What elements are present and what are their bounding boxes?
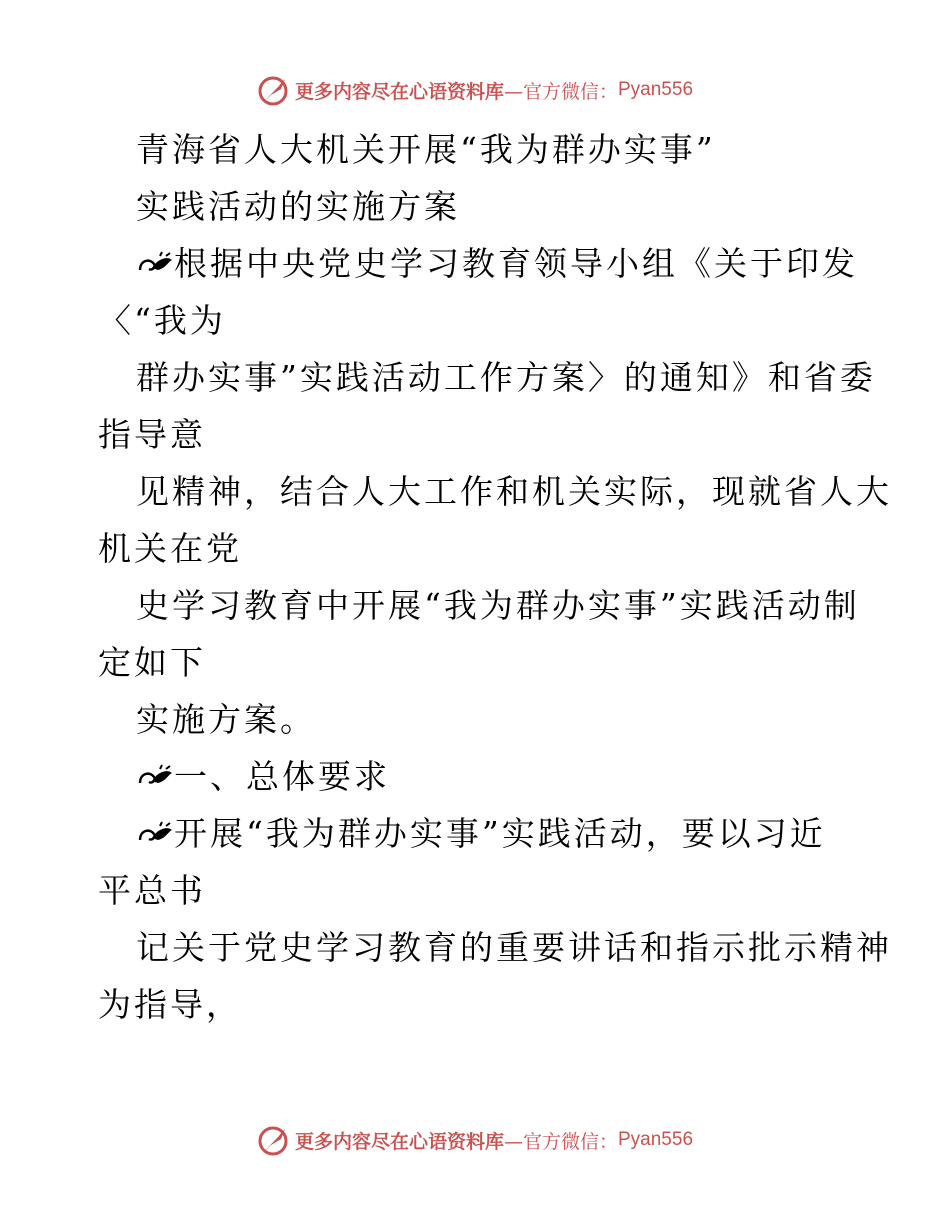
watermark-wechat-id: Pyan556	[618, 79, 694, 100]
doc-line-3	[136, 244, 858, 284]
doc-line-4: 〈“我为	[98, 301, 226, 340]
doc-line-16: 为指导，	[98, 985, 242, 1024]
doc-line-7: 见精神，结合人大工作和机关实际，现就省人大	[136, 472, 892, 511]
doc-line-13	[136, 814, 826, 854]
watermark-wechat-id: Pyan556	[618, 1129, 694, 1150]
doc-line-15: 记关于党史学习教育的重要讲话和指示批示精神	[136, 928, 892, 967]
doc-line-11: 实施方案。	[136, 700, 316, 739]
doc-line-5: 群办实事”实践活动工作方案〉的通知》和省委	[136, 358, 876, 397]
leaf-bullet-icon	[136, 820, 174, 848]
watermark-text: 更多内容尽在心语资料库	[294, 1130, 504, 1153]
doc-line-6: 指导意	[98, 415, 206, 454]
doc-line-text: 一、总体要求	[174, 757, 390, 796]
doc-title-line-2: 实践活动的实施方案	[136, 187, 460, 226]
leaf-bullet-icon	[136, 250, 174, 278]
doc-line-10: 定如下	[98, 643, 206, 682]
feather-logo-icon	[257, 1123, 291, 1157]
doc-section-heading	[136, 757, 390, 797]
doc-line-8: 机关在党	[98, 529, 242, 568]
doc-line-text: 根据中央党史学习教育领导小组《关于印发	[174, 244, 858, 283]
doc-line-9: 史学习教育中开展“我为群办实事”实践活动制	[136, 586, 860, 625]
header-watermark	[0, 70, 950, 110]
doc-line-14: 平总书	[98, 871, 206, 910]
watermark-text: 更多内容尽在心语资料库	[294, 80, 504, 103]
feather-logo-icon	[257, 73, 291, 107]
watermark-wechat-label: —官方微信：	[503, 80, 618, 103]
footer-watermark	[0, 1120, 950, 1160]
doc-line-text: 开展“我为群办实事”实践活动，要以习近	[174, 814, 826, 853]
leaf-bullet-icon	[136, 763, 174, 791]
watermark-wechat-label: —官方微信：	[503, 1130, 618, 1153]
doc-title-line-1: 青海省人大机关开展“我为群办实事”	[136, 130, 716, 169]
